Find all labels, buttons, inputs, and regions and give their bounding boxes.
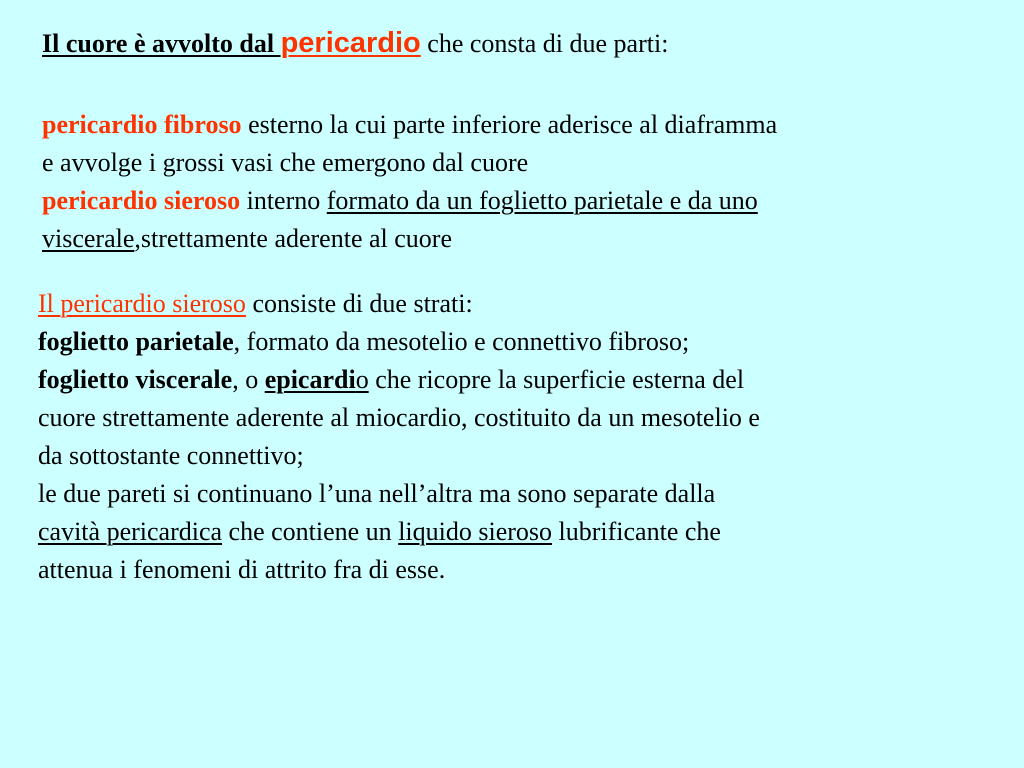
visceral-line <box>38 361 760 399</box>
intro-term-pericardio: pericardio <box>280 27 421 59</box>
fluid-rest: lubrificante che <box>552 517 721 546</box>
layers-heading-rest: consiste di due strati: <box>245 289 473 318</box>
parts-paragraph <box>42 106 777 258</box>
layers-heading: Il pericardio sieroso <box>38 289 246 318</box>
layers-line-4: cuore strettamente aderente al miocardio, costituito da un mesotelio e <box>38 403 760 432</box>
layers-heading-line <box>38 285 760 323</box>
intro-paragraph <box>42 24 668 62</box>
parietal-term: foglietto parietale <box>38 327 234 356</box>
visceral-term: foglietto viscerale <box>38 365 233 394</box>
epicardio-plain-part: o <box>355 365 369 394</box>
fluid-term: liquido sieroso <box>398 517 553 546</box>
cavity-term: cavità pericardica <box>38 517 223 546</box>
fibrous-description: esterno la cui parte inferiore aderisce al diaframma <box>241 110 778 139</box>
cavity-line <box>38 513 760 551</box>
serous-underlined-2: viscerale <box>42 224 135 253</box>
epicardio-bold-part: epicardi <box>264 365 356 394</box>
fibrous-term: pericardio fibroso <box>42 110 242 139</box>
serous-underlined-1: formato da un foglietto parietale e da uno <box>326 186 758 215</box>
serous-line-1 <box>42 182 777 220</box>
layers-line-6: le due pareti si continuano l’una nell’altra ma sono separate dalla <box>38 479 716 508</box>
intro-line <box>42 24 668 62</box>
fibrous-line-1 <box>42 106 777 144</box>
serous-term: pericardio sieroso <box>42 186 241 215</box>
fibrous-line-2: e avvolge i grossi vasi che emergono dal cuore <box>42 148 529 177</box>
serous-line-2 <box>42 220 777 258</box>
parietal-rest: , formato da mesotelio e connettivo fibroso; <box>233 327 690 356</box>
visceral-rest: che ricopre la superficie esterna del <box>368 365 745 394</box>
layers-line-5: da sottostante connettivo; <box>38 441 304 470</box>
serous-end: ,strettamente aderente al cuore <box>134 224 452 253</box>
intro-rest: che consta di due parti: <box>420 29 669 58</box>
layers-line-8: attenua i fenomeni di attrito fra di esse. <box>38 555 446 584</box>
layers-paragraph <box>38 285 760 589</box>
visceral-mid: , o <box>232 365 265 394</box>
intro-lead: Il cuore è avvolto dal <box>42 29 281 58</box>
epicardio-term <box>265 365 369 394</box>
serous-mid: interno <box>240 186 327 215</box>
parietal-line <box>38 323 760 361</box>
cavity-mid: che contiene un <box>222 517 399 546</box>
